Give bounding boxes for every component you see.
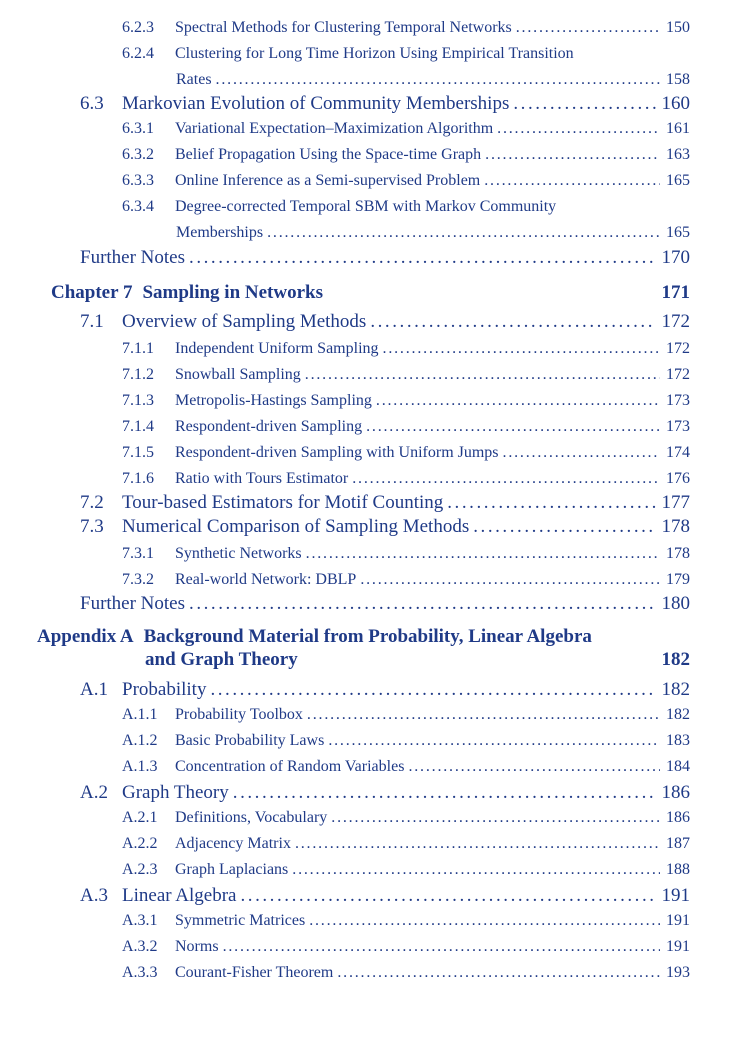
toc-continuation-line: [176, 71, 690, 89]
toc-number: A.1.2: [122, 732, 158, 749]
toc-page: 174: [666, 444, 690, 461]
toc-page: 187: [666, 835, 690, 852]
dot-leader: [408, 758, 660, 776]
toc-subsection-entry: [122, 964, 690, 982]
toc-number: A.1.1: [122, 706, 158, 723]
toc-page: 160: [661, 93, 690, 114]
toc-number: 7.1.4: [122, 418, 154, 435]
dot-leader: [484, 172, 660, 190]
toc-subsection-entry: [122, 545, 690, 563]
toc-number: A.3.1: [122, 912, 158, 929]
dot-leader: [376, 392, 660, 410]
toc-page: 176: [666, 470, 690, 487]
toc-page: 150: [666, 19, 690, 36]
toc-number: A.2.1: [122, 809, 158, 826]
toc-number: 6.3.3: [122, 172, 154, 189]
toc-title: Rates: [176, 71, 212, 88]
toc-subsection-entry: [122, 732, 690, 750]
toc-title: Metropolis-Hastings Sampling: [175, 392, 372, 409]
appendix-title: Background Material from Probability, Linear Algebra: [143, 626, 592, 647]
toc-title: Synthetic Networks: [175, 545, 302, 562]
toc-page: 165: [666, 224, 690, 241]
toc-number: A.3.3: [122, 964, 158, 981]
dot-leader: [306, 545, 660, 563]
toc-title: Ratio with Tours Estimator: [175, 470, 349, 487]
dot-leader: [307, 706, 660, 724]
toc-subsection-entry: [122, 444, 690, 462]
toc-title: Further Notes: [80, 593, 186, 614]
dot-leader: [331, 809, 660, 827]
toc-page: 191: [666, 938, 690, 955]
dot-leader: [516, 19, 660, 37]
dot-leader: [503, 444, 660, 462]
appendix-label: Appendix A: [37, 626, 134, 647]
toc-title: Graph Laplacians: [175, 861, 289, 878]
toc-subsection-entry: [122, 758, 690, 776]
dot-leader: [370, 311, 655, 333]
toc-page: 184: [666, 758, 690, 775]
dot-leader: [295, 835, 660, 853]
toc-section-entry: [80, 492, 690, 514]
toc-title: Independent Uniform Sampling: [175, 340, 379, 357]
toc-subsection-entry: [122, 470, 690, 488]
toc-title: Variational Expectation–Maximization Algorithm: [175, 120, 494, 137]
toc-title: Overview of Sampling Methods: [122, 311, 367, 332]
toc-number: A.2.3: [122, 861, 158, 878]
toc-number: 7.1.3: [122, 392, 154, 409]
dot-leader: [223, 938, 660, 956]
toc-number: 7.1.1: [122, 340, 154, 357]
toc-title: Concentration of Random Variables: [175, 758, 405, 775]
toc-title: Graph Theory: [122, 782, 229, 803]
dot-leader: [210, 679, 655, 701]
toc-number: 7.3.1: [122, 545, 154, 562]
toc-number: 6.3.1: [122, 120, 154, 137]
dot-leader: [189, 593, 655, 615]
toc-subsection-entry: [122, 146, 690, 164]
toc-section-entry: [80, 516, 690, 538]
dot-leader: [328, 732, 660, 750]
toc-number: A.2.2: [122, 835, 158, 852]
toc-page: 180: [661, 593, 690, 614]
toc-number: 7.1.6: [122, 470, 154, 487]
toc-number: A.3: [80, 885, 108, 906]
toc-title: Memberships: [176, 224, 264, 241]
toc-title: Snowball Sampling: [175, 366, 301, 383]
dot-leader: [473, 516, 655, 538]
toc-title: Adjacency Matrix: [175, 835, 291, 852]
toc-title: Real-world Network: DBLP: [175, 571, 357, 588]
toc-subsection-entry: [122, 706, 690, 724]
toc-title: Markovian Evolution of Community Memberships: [122, 93, 510, 114]
dot-leader: [216, 71, 660, 89]
toc-title: Tour-based Estimators for Motif Counting: [122, 492, 444, 513]
dot-leader: [513, 93, 655, 115]
toc-page: 179: [666, 571, 690, 588]
toc-title: Clustering for Long Time Horizon Using Empirical Transition: [175, 45, 574, 62]
toc-page: 172: [666, 340, 690, 357]
toc-title: Symmetric Matrices: [175, 912, 306, 929]
dot-leader: [485, 146, 660, 164]
toc-title: Respondent-driven Sampling with Uniform Jumps: [175, 444, 499, 461]
toc-subsection-entry: [122, 198, 690, 216]
toc-page: 158: [666, 71, 690, 88]
toc-number: 7.3.2: [122, 571, 154, 588]
toc-further-notes: [80, 593, 690, 615]
toc-number: 7.1.2: [122, 366, 154, 383]
toc-title: Numerical Comparison of Sampling Methods: [122, 516, 470, 537]
toc-section-entry: [80, 782, 690, 804]
toc-page: 186: [661, 782, 690, 803]
toc-section-entry: [80, 93, 690, 115]
toc-subsection-entry: [122, 392, 690, 410]
toc-page: 172: [666, 366, 690, 383]
toc-page: 171: [661, 282, 690, 303]
appendix-title: and Graph Theory: [145, 649, 298, 670]
toc-title: Linear Algebra: [122, 885, 237, 906]
toc-number: 7.1.5: [122, 444, 154, 461]
toc-page: 173: [666, 418, 690, 435]
dot-leader: [447, 492, 655, 514]
toc-subsection-entry: [122, 861, 690, 879]
toc-page: 182: [666, 706, 690, 723]
dot-leader: [309, 912, 660, 930]
toc-further-notes: [80, 247, 690, 269]
dot-leader: [366, 418, 660, 436]
toc-number: 6.2.3: [122, 19, 154, 36]
toc-page: 186: [666, 809, 690, 826]
toc-title: Norms: [175, 938, 219, 955]
toc-title: Degree-corrected Temporal SBM with Markov Community: [175, 198, 557, 215]
dot-leader: [360, 571, 660, 589]
toc-number: A.2: [80, 782, 108, 803]
dot-leader: [337, 964, 660, 982]
chapter-label: Chapter 7: [51, 282, 133, 303]
toc-subsection-entry: [122, 938, 690, 956]
toc-page: 163: [666, 146, 690, 163]
toc-number: 6.2.4: [122, 45, 154, 62]
dot-leader: [383, 340, 660, 358]
toc-title: Further Notes: [80, 247, 186, 268]
toc-page: 173: [666, 392, 690, 409]
toc-title: Probability Toolbox: [175, 706, 303, 723]
toc-subsection-entry: [122, 366, 690, 384]
dot-leader: [352, 470, 660, 488]
toc-number: A.1.3: [122, 758, 158, 775]
toc-number: 7.2: [80, 492, 104, 513]
toc-page: 170: [661, 247, 690, 268]
toc-number: A.1: [80, 679, 108, 700]
toc-subsection-entry: [122, 835, 690, 853]
toc-title: Probability: [122, 679, 207, 700]
toc-page: 177: [661, 492, 690, 513]
toc-title: Basic Probability Laws: [175, 732, 325, 749]
toc-title: Belief Propagation Using the Space-time Graph: [175, 146, 482, 163]
toc-continuation-line: [176, 224, 690, 242]
dot-leader: [497, 120, 660, 138]
toc-appendix-title-continuation: [145, 649, 690, 671]
toc-title: Spectral Methods for Clustering Temporal Networks: [175, 19, 512, 36]
toc-section-entry: [80, 311, 690, 333]
dot-leader: [267, 224, 660, 242]
toc-subsection-entry: [122, 418, 690, 436]
toc-number: 7.3: [80, 516, 104, 537]
toc-number: 6.3.4: [122, 198, 154, 215]
toc-page: 172: [661, 311, 690, 332]
dot-leader: [292, 861, 660, 879]
toc-title: Online Inference as a Semi-supervised Problem: [175, 172, 481, 189]
toc-page: 191: [661, 885, 690, 906]
dot-leader: [240, 885, 655, 907]
toc-chapter-entry: [51, 282, 690, 304]
toc-subsection-entry: [122, 172, 690, 190]
toc-page: 161: [666, 120, 690, 137]
toc-title: Courant-Fisher Theorem: [175, 964, 334, 981]
toc-number: A.3.2: [122, 938, 158, 955]
toc-number: 7.1: [80, 311, 104, 332]
dot-leader: [305, 366, 660, 384]
toc-subsection-entry: [122, 340, 690, 358]
toc-page: 182: [661, 649, 690, 670]
toc-page: 182: [661, 679, 690, 700]
toc-page: 178: [666, 545, 690, 562]
toc-subsection-entry: [122, 45, 690, 63]
toc-number: 6.3: [80, 93, 104, 114]
toc-appendix-entry: [37, 626, 690, 648]
toc-title: Definitions, Vocabulary: [175, 809, 328, 826]
toc-subsection-entry: [122, 809, 690, 827]
toc-page: 183: [666, 732, 690, 749]
chapter-title: Sampling in Networks: [142, 282, 323, 303]
toc-page: 188: [666, 861, 690, 878]
toc-section-entry: [80, 885, 690, 907]
toc-number: 6.3.2: [122, 146, 154, 163]
toc-subsection-entry: [122, 120, 690, 138]
toc-subsection-entry: [122, 571, 690, 589]
toc-page: 191: [666, 912, 690, 929]
toc-page: 193: [666, 964, 690, 981]
toc-subsection-entry: [122, 912, 690, 930]
toc-title: Respondent-driven Sampling: [175, 418, 363, 435]
toc-section-entry: [80, 679, 690, 701]
dot-leader: [233, 782, 656, 804]
toc-subsection-entry: [122, 19, 690, 37]
toc-page: 165: [666, 172, 690, 189]
toc-page: 178: [661, 516, 690, 537]
dot-leader: [189, 247, 655, 269]
